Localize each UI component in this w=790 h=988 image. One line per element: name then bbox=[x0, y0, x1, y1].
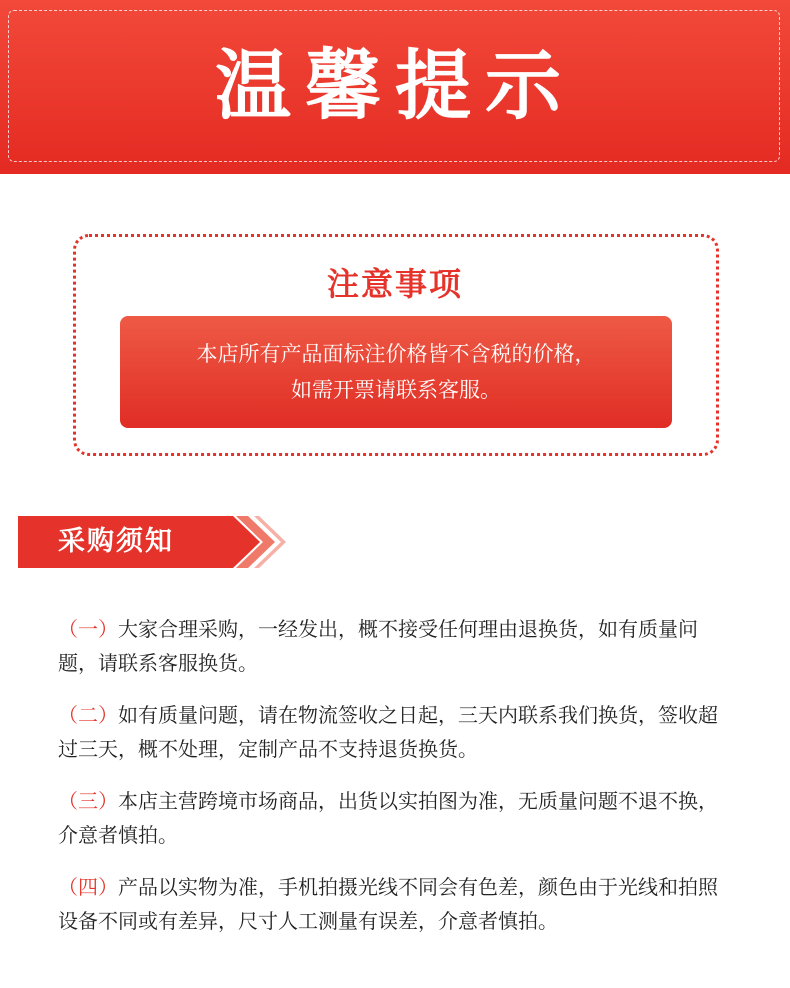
term-number: （一） bbox=[58, 617, 118, 641]
term-number: （三） bbox=[58, 789, 118, 813]
section-title: 采购须知 bbox=[58, 526, 174, 557]
notice-line: 如需开票请联系客服。 bbox=[291, 378, 501, 402]
notice-panel bbox=[120, 316, 672, 428]
section-tab bbox=[18, 516, 266, 568]
notice-line: 本店所有产品面标注价格皆不含税的价格， bbox=[196, 342, 596, 366]
term-item bbox=[58, 698, 734, 766]
term-text: 如有质量问题，请在物流签收之日起，三天内联系我们换货，签收超过三天，概不处理，定制产品不支持退货换货。 bbox=[58, 703, 718, 761]
banner-title: 温馨提示 bbox=[215, 41, 575, 130]
term-number: （四） bbox=[58, 875, 118, 899]
header-banner bbox=[0, 0, 790, 174]
notice-title: 注意事项 bbox=[326, 265, 463, 303]
terms-list bbox=[58, 612, 734, 956]
term-text: 产品以实物为准，手机拍摄光线不同会有色差，颜色由于光线和拍照设备不同或有差异，尺寸人工测量有误差，介意者慎拍。 bbox=[58, 875, 718, 933]
term-text: 大家合理采购，一经发出，概不接受任何理由退换货，如有质量问题，请联系客服换货。 bbox=[58, 617, 698, 675]
term-text: 本店主营跨境市场商品，出货以实拍图为准，无质量问题不退不换，介意者慎拍。 bbox=[58, 789, 718, 847]
term-item bbox=[58, 784, 734, 852]
term-item bbox=[58, 612, 734, 680]
term-number: （二） bbox=[58, 703, 118, 727]
term-item bbox=[58, 870, 734, 938]
